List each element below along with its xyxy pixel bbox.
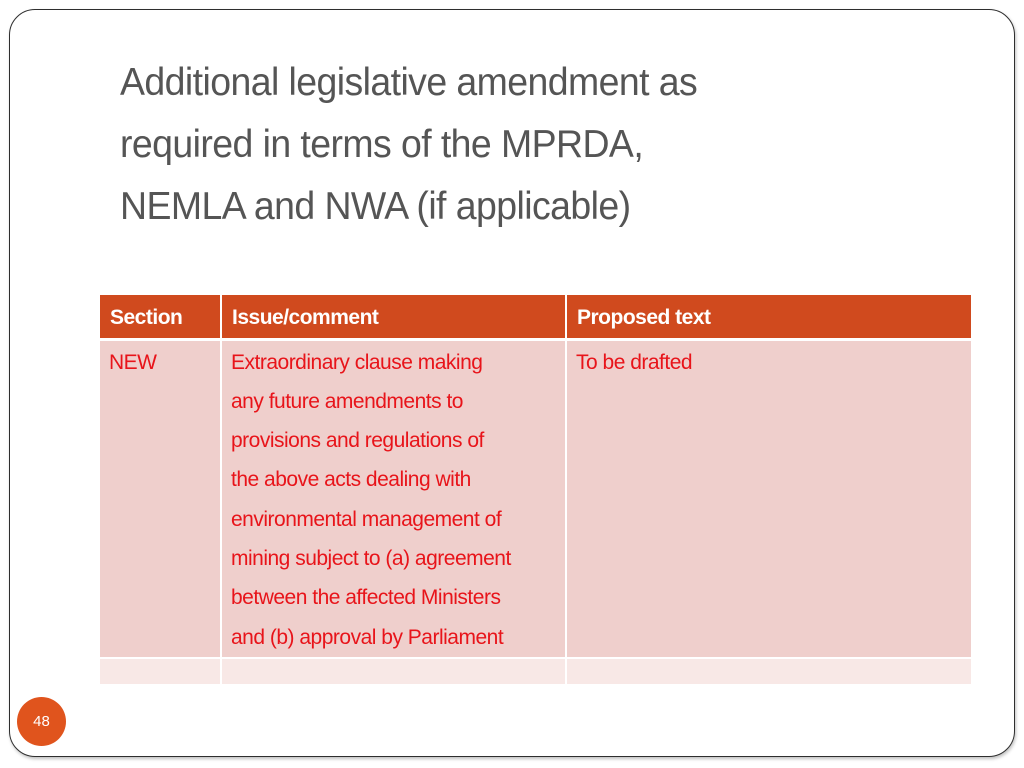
- issue-line: between the affected Ministers: [231, 586, 501, 610]
- slide-title-line: NEMLA and NWA (if applicable): [120, 185, 631, 228]
- issue-line: mining subject to (a) agreement: [231, 546, 511, 570]
- header-proposed-text: Proposed text: [566, 295, 971, 339]
- cell-proposed-text: [566, 658, 971, 685]
- slide-title: [120, 52, 946, 238]
- table-row: [100, 339, 971, 658]
- issue-line: any future amendments to: [231, 389, 463, 413]
- issue-line: provisions and regulations of: [231, 429, 484, 453]
- issue-line: the above acts dealing with: [231, 468, 471, 492]
- page-number-badge: 48: [17, 697, 66, 746]
- cell-proposed-text: To be drafted: [566, 339, 971, 658]
- issue-line: environmental management of: [231, 507, 502, 531]
- amendment-table: [100, 295, 971, 686]
- table-header-row: [100, 295, 971, 339]
- issue-line: and (b) approval by Parliament: [231, 625, 504, 649]
- slide-title-line: Additional legislative amendment as: [120, 61, 698, 104]
- cell-issue-comment: [221, 339, 566, 658]
- header-issue-comment: Issue/comment: [221, 295, 566, 339]
- cell-issue-comment: [221, 658, 566, 685]
- cell-section: [100, 658, 221, 685]
- slide-title-line: required in terms of the MPRDA,: [120, 123, 644, 166]
- header-section: Section: [100, 295, 221, 339]
- issue-line: Extraordinary clause making: [231, 350, 483, 374]
- cell-section: NEW: [100, 339, 221, 658]
- table-row: [100, 658, 971, 685]
